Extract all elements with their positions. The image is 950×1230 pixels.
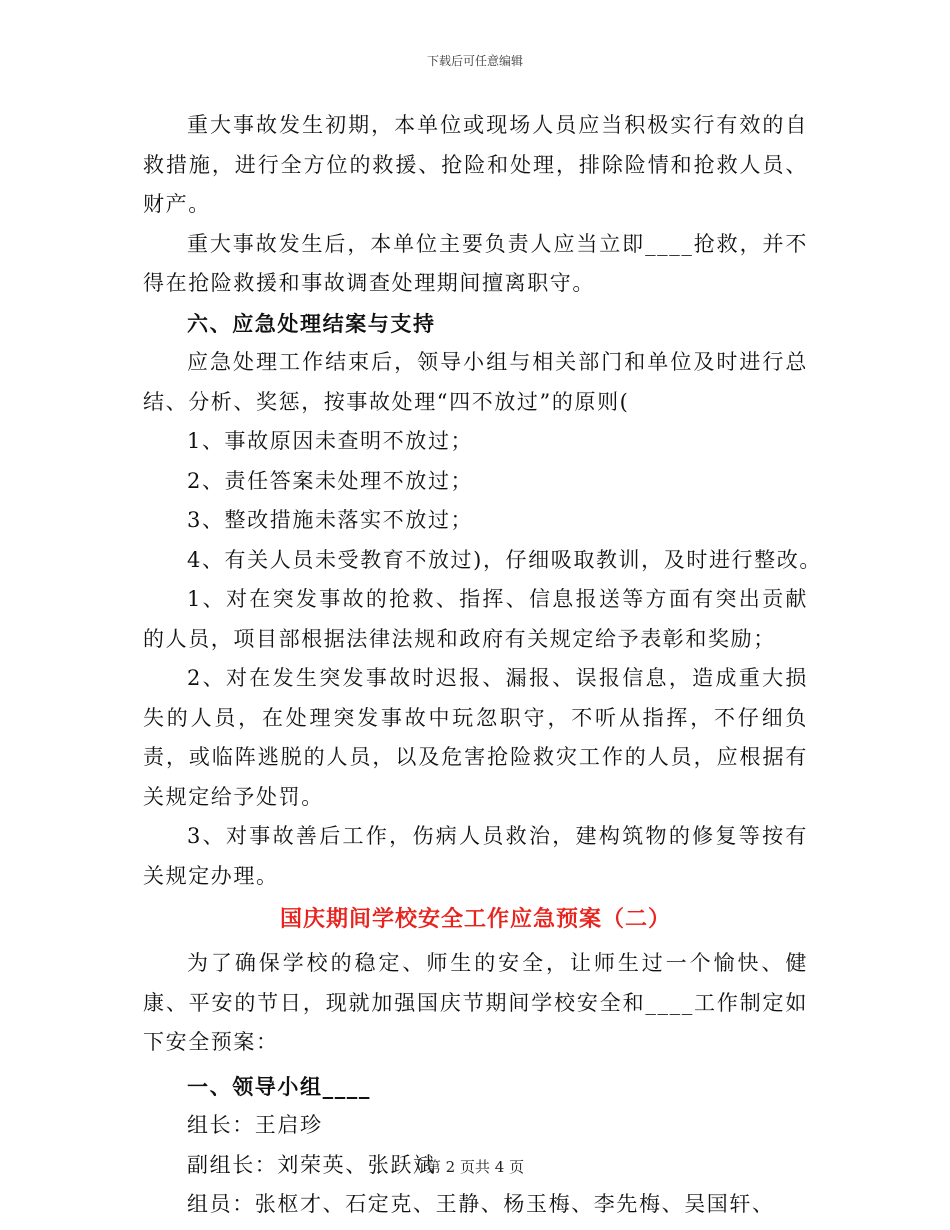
reward-item-1: 1、对在突发事故的抢救、指挥、信息报送等方面有突出贡献的人员，项目部根据法律法规和政府有关规定给予表彰和奖励； (143, 587, 808, 651)
page-header: 下载后可任意编辑 (426, 54, 523, 68)
document-body (143, 106, 822, 1225)
list-item-1: 1、事故原因未查明不放过； (187, 429, 474, 453)
group-members: 组员：张枢才、石定克、王静、杨玉梅、李先梅、吴国轩、 (187, 1192, 775, 1216)
section-title-red: 国庆期间学校安全工作应急预案（二） (279, 907, 671, 932)
paragraph-summary: 应急处理工作结束后，领导小组与相关部门和单位及时进行总结、分析、奖惩，按事故处理“四不放过”的原则( (143, 350, 808, 414)
list-item-3: 3、整改措施未落实不放过； (187, 508, 474, 532)
section-heading-one: 一、领导小组____ (187, 1073, 371, 1099)
section-heading-six: 六、应急处理结案与支持 (187, 310, 436, 336)
group-vice-leader: 副组长：刘荣英、张跃斌 (187, 1152, 436, 1177)
list-item-4: 4、有关人员未受教育不放过)，仔细吸取教训，及时进行整改。 (187, 547, 822, 572)
paragraph-initial-rescue: 重大事故发生初期，本单位或现场人员应当积极实行有效的自救措施，进行全方位的救援、抢险和处理，排除险情和抢救人员、财产。 (143, 113, 808, 216)
punish-item-2: 2、对在发生突发事故时迟报、漏报、误报信息，造成重大损失的人员，在处理突发事故中玩忽职守，不听从指挥，不仔细负责，或临阵逃脱的人员，以及危害抢险救灾工作的人员，应根据有关规定给予处罚。 (143, 666, 808, 809)
paragraph-intro: 为了确保学校的稳定、师生的安全，让师生过一个愉快、健康、平安的节日，现就加强国庆节期间学校安全和____工作制定如下安全预案： (143, 951, 808, 1054)
page-footer: 第 2 页共 4 页 (425, 1158, 525, 1176)
list-item-2: 2、责任答案未处理不放过； (187, 468, 474, 493)
paragraph-leader-duty: 重大事故发生后，本单位主要负责人应当立即____抢救，并不得在抢险救援和事故调查处理期间擅离职守。 (143, 231, 808, 295)
aftermath-item-3: 3、对事故善后工作，伤病人员救治，建构筑物的修复等按有关规定办理。 (143, 824, 808, 888)
group-leader: 组长：王启珍 (187, 1113, 323, 1137)
